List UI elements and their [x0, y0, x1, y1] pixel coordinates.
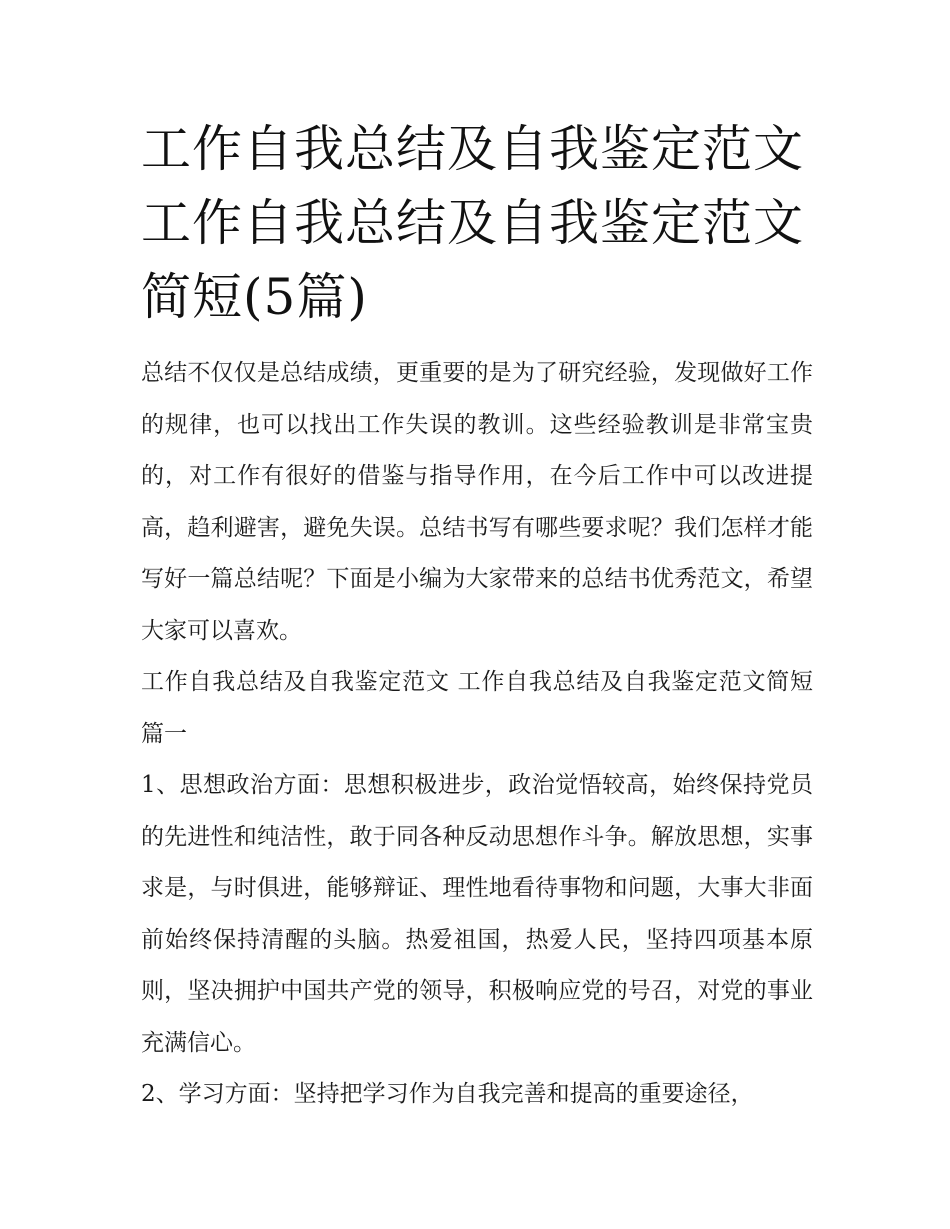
document-title: 工作自我总结及自我鉴定范文工作自我总结及自我鉴定范文简短(5篇): [141, 120, 804, 326]
list-item-study: 2、学习方面：坚持把学习作为自我完善和提高的重要途径，: [141, 1081, 754, 1107]
intro-paragraph: 总结不仅仅是总结成绩，更重要的是为了研究经验，发现做好工作的规律，也可以找出工作失误的教训。这些经验教训是非常宝贵的，对工作有很好的借鉴与指导作用，在今后工作中可以改进提高，趋利避害，避免失误。总结书写有哪些要求呢？我们怎样才能写好一篇总结呢？下面是小编为大家带来的总结书优秀范文，希望大家可以喜欢。: [141, 360, 813, 644]
section-heading: 工作自我总结及自我鉴定范文 工作自我总结及自我鉴定范文简短篇一: [141, 669, 813, 747]
document-body: [141, 112, 813, 1121]
list-item-politics: 1、思想政治方面：思想积极进步，政治觉悟较高，始终保持党员的先进性和纯洁性，敢于同各种反动思想作斗争。解放思想，实事求是，与时俱进，能够辩证、理性地看待事物和问题，大事大非面前始终保持清醒的头脑。热爱祖国，热爱人民，坚持四项基本原则，坚决拥护中国共产党的领导，积极响应党的号召，对党的事业充满信心。: [141, 772, 813, 1056]
